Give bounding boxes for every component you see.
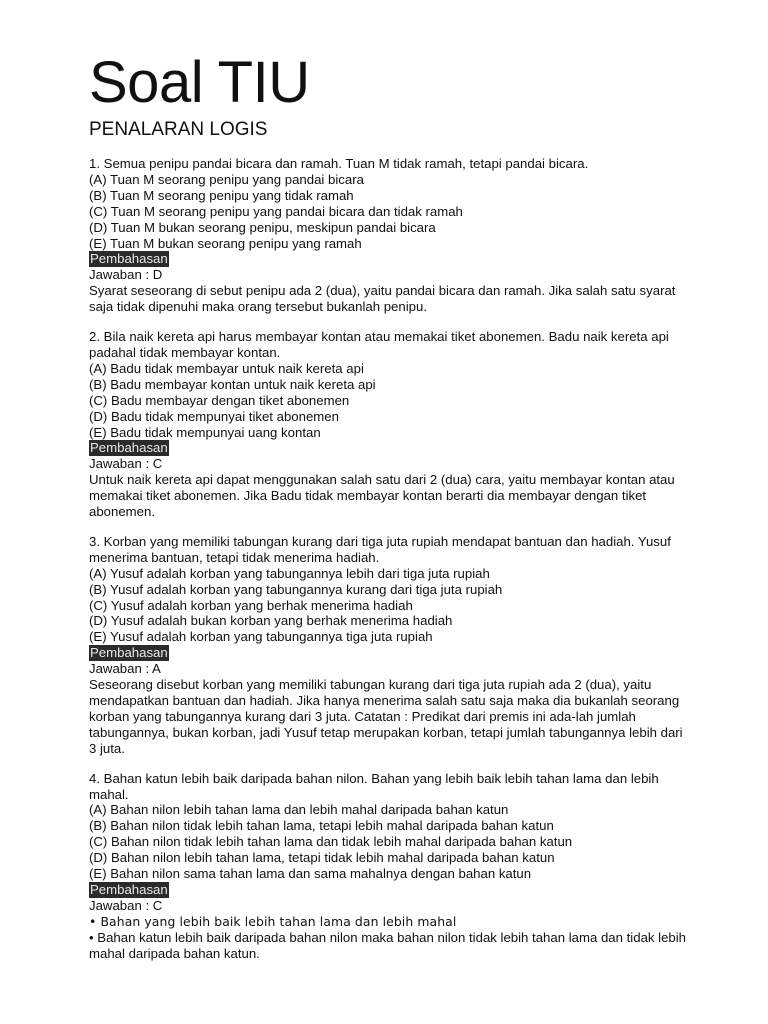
pembahasan-label: Pembahasan: [90, 251, 168, 267]
option-b: (B) Badu membayar kontan untuk naik kereta api: [89, 376, 376, 392]
explanation-text: Syarat seseorang di sebut penipu ada 2 (dua), yaitu pandai bicara dan ramah. Jika salah satu syarat saja tidak dipenuhi maka orang tersebut bukanlah penipu.: [89, 283, 676, 315]
question-text: 2. Bila naik kereta api harus membayar kontan atau memakai tiket abonemen. Badu naik kereta api padahal tidak membayar kontan.: [89, 329, 669, 360]
explanation-bullet: • Bahan yang lebih baik lebih tahan lama dan lebih mahal: [89, 913, 457, 929]
option-b: (B) Bahan nilon tidak lebih tahan lama, tetapi lebih mahal daripada bahan katun: [89, 818, 554, 834]
question-4: [89, 771, 689, 962]
option-d: (D) Yusuf adalah bukan korban yang berhak menerima hadiah: [89, 613, 453, 629]
document-page: [89, 52, 689, 976]
explanation-bullet: • Bahan katun lebih baik daripada bahan nilon maka bahan nilon tidak lebih tahan lama dan tidak lebih mahal daripada bahan katun.: [89, 929, 687, 961]
option-e: (E) Yusuf adalah korban yang tabungannya tiga juta rupiah: [89, 629, 433, 645]
question-text: 4. Bahan katun lebih baik daripada bahan nilon. Bahan yang lebih baik lebih tahan lama dan lebih mahal.: [89, 770, 659, 802]
option-a: (A) Tuan M seorang penipu yang pandai bicara: [89, 171, 364, 187]
pembahasan-label: Pembahasan: [90, 645, 168, 661]
question-3: [89, 534, 689, 757]
explanation-text: Seseorang disebut korban yang memiliki tabungan kurang dari tiga juta rupiah ada 2 (dua), yaitu mendapatkan bantuan dan hadiah. Jika hanya menerima salah satu saja maka dia bukanlah seorang korban yang tabungannya kurang dari 3 juta. Catatan : Predikat dari premis ini ada-lah jumlah tabungannya, bukan korban, jadi Yusuf tetap merupakan korban, tetapi jumlah tabungannya lebih dari 3 juta.: [89, 677, 683, 756]
answer-text: Jawaban : A: [89, 661, 161, 677]
document-subtitle: PENALARAN LOGIS: [89, 119, 268, 140]
option-c: (C) Tuan M seorang penipu yang pandai bicara dan tidak ramah: [89, 203, 463, 219]
option-a: (A) Yusuf adalah korban yang tabungannya lebih dari tiga juta rupiah: [89, 565, 490, 581]
pembahasan-label: Pembahasan: [90, 881, 168, 897]
option-e: (E) Badu tidak mempunyai uang kontan: [89, 424, 321, 440]
explanation-text: Untuk naik kereta api dapat menggunakan salah satu dari 2 (dua) cara, yaitu membayar kontan atau memakai tiket abonemen. Jika Badu tidak membayar kontan berarti dia membayar dengan tiket abonemen.: [89, 472, 675, 520]
answer-text: Jawaban : C: [89, 897, 163, 913]
question-text: 3. Korban yang memiliki tabungan kurang dari tiga juta rupiah mendapat bantuan dan hadiah. Yusuf menerima bantuan, tetapi tidak menerima hadiah.: [89, 533, 671, 565]
option-d: (D) Tuan M bukan seorang penipu, meskipun pandai bicara: [89, 219, 436, 235]
option-c: (C) Bahan nilon tidak lebih tahan lama dan tidak lebih mahal daripada bahan katun: [89, 834, 573, 850]
option-c: (C) Yusuf adalah korban yang berhak menerima hadiah: [89, 597, 413, 613]
option-c: (C) Badu membayar dengan tiket abonemen: [89, 392, 350, 408]
option-e: (E) Bahan nilon sama tahan lama dan sama mahalnya dengan bahan katun: [89, 866, 532, 882]
question-text: 1. Semua penipu pandai bicara dan ramah. Tuan M tidak ramah, tetapi pandai bicara.: [89, 156, 589, 171]
option-d: (D) Badu tidak mempunyai tiket abonemen: [89, 408, 339, 424]
option-e: (E) Tuan M bukan seorang penipu yang ramah: [89, 235, 362, 251]
question-2: [89, 329, 689, 520]
option-a: (A) Bahan nilon lebih tahan lama dan lebih mahal daripada bahan katun: [89, 802, 509, 818]
option-b: (B) Yusuf adalah korban yang tabungannya kurang dari tiga juta rupiah: [89, 581, 503, 597]
option-d: (D) Bahan nilon lebih tahan lama, tetapi tidak lebih mahal daripada bahan katun: [89, 850, 555, 866]
answer-text: Jawaban : D: [89, 267, 163, 283]
answer-text: Jawaban : C: [89, 456, 163, 472]
pembahasan-label: Pembahasan: [90, 440, 168, 456]
option-b: (B) Tuan M seorang penipu yang tidak ramah: [89, 187, 354, 203]
question-1: [89, 156, 689, 315]
document-title: Soal TIU: [89, 50, 310, 115]
option-a: (A) Badu tidak membayar untuk naik kereta api: [89, 360, 364, 376]
